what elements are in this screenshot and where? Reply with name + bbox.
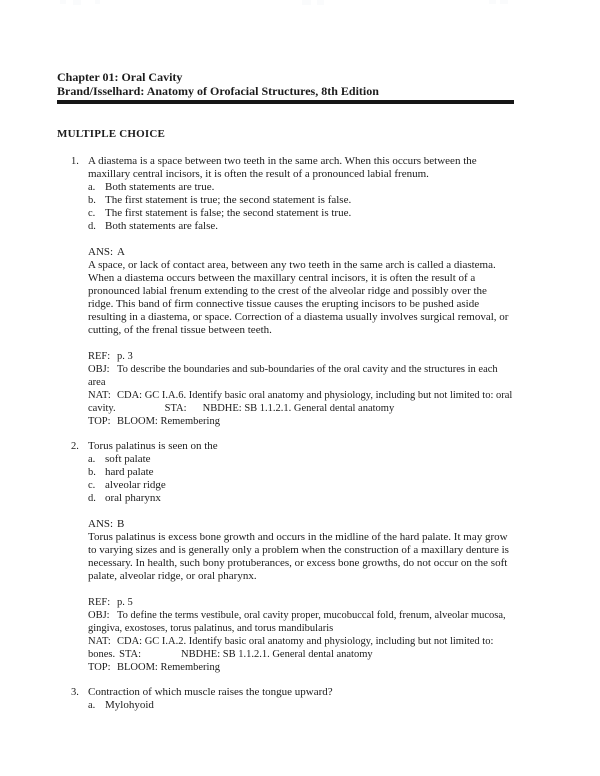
question <box>57 686 514 712</box>
option-text: alveolar ridge <box>105 479 166 491</box>
sta-label: STA: <box>119 649 142 660</box>
nat-label: NAT: <box>88 390 111 401</box>
question <box>57 155 514 428</box>
top-label: TOP: <box>88 416 111 427</box>
question-stem: A diastema is a space between two teeth in the same arch. When this occurs between the maxillary central incisors, it is often the result of a pronounced labial frenum. <box>88 155 477 180</box>
ref-line <box>88 596 514 609</box>
top-value: BLOOM: Remembering <box>117 416 220 427</box>
book-title: Brand/Isselhard: Anatomy of Orofacial Structures, 8th Edition <box>57 83 379 98</box>
answer-label: ANS: <box>88 246 114 258</box>
question-number: 3. <box>71 687 79 698</box>
nat-line <box>88 635 514 661</box>
obj-line <box>88 609 514 635</box>
option-text: The first statement is false; the second statement is true. <box>105 207 352 219</box>
section-title: MULTIPLE CHOICE <box>57 128 166 140</box>
option-text: Both statements are false. <box>105 220 219 232</box>
nat-line <box>88 389 514 415</box>
option-letter: c. <box>88 480 96 491</box>
top-line <box>88 415 514 428</box>
option-list <box>88 453 514 505</box>
option-row <box>88 220 514 233</box>
option-row <box>88 207 514 220</box>
question-body <box>88 155 514 428</box>
page-content <box>57 71 514 724</box>
ref-value: p. 5 <box>117 597 133 608</box>
answer-block <box>88 518 514 583</box>
sta-value: NBDHE: SB 1.1.2.1. General dental anatomy <box>181 649 373 660</box>
ref-label: REF: <box>88 351 111 362</box>
option-row <box>88 466 514 479</box>
option-letter: b. <box>88 467 96 478</box>
option-text: Mylohyoid <box>105 699 154 711</box>
scan-artifact <box>60 0 66 4</box>
scan-artifact <box>317 0 324 5</box>
option-row <box>88 194 514 207</box>
question-stem: Contraction of which muscle raises the tongue upward? <box>88 686 333 698</box>
question-meta <box>88 596 514 674</box>
option-row <box>88 479 514 492</box>
scan-artifact <box>73 0 81 5</box>
question-body <box>88 440 514 674</box>
option-letter: b. <box>88 195 96 206</box>
option-text: Both statements are true. <box>105 181 215 193</box>
top-label: TOP: <box>88 662 111 673</box>
answer-line <box>88 246 514 259</box>
obj-line <box>88 363 514 389</box>
option-text: oral pharynx <box>105 492 161 504</box>
question-meta <box>88 350 514 428</box>
nat-value: CDA: GC I.A.2. Identify basic oral anatomy and physiology, including but not limited to: bones. <box>88 636 494 660</box>
question-list <box>57 155 514 712</box>
option-row <box>88 699 514 712</box>
sta-label: STA: <box>164 403 187 414</box>
option-letter: a. <box>88 454 96 465</box>
question-body <box>88 686 514 712</box>
scan-artifact <box>489 0 496 4</box>
answer-value: A <box>117 246 125 258</box>
option-text: hard palate <box>105 466 154 478</box>
ref-line <box>88 350 514 363</box>
obj-label: OBJ: <box>88 364 110 375</box>
chapter-title: Chapter 01: Oral Cavity <box>57 70 183 84</box>
option-letter: a. <box>88 182 96 193</box>
answer-line <box>88 518 514 531</box>
obj-value: To describe the boundaries and sub-boundaries of the oral cavity and the structures in each area <box>88 364 498 388</box>
question <box>57 440 514 674</box>
answer-rationale: A space, or lack of contact area, between any two teeth in the same arch is called a diastema. When a diastema occurs between the maxillary central incisors, it is often the result of a pronounced labial frenum extending to the crest of the alveolar ridge and possibly over the ridge. This band of firm connective tissue causes the erupting incisors to be pushed aside resulting in a diastema, or space. Correction of a diastema usually involves surgical removal, or cutting, of the frenal tissue between teeth. <box>88 259 509 336</box>
ref-value: p. 3 <box>117 351 133 362</box>
nat-value: CDA: GC I.A.6. Identify basic oral anatomy and physiology, including but not limited to: oral cavity. <box>88 390 513 414</box>
option-row <box>88 181 514 194</box>
document-header <box>57 71 514 104</box>
scan-artifact <box>302 0 311 5</box>
nat-label: NAT: <box>88 636 111 647</box>
scan-artifact <box>500 0 508 4</box>
option-letter: c. <box>88 208 96 219</box>
question-number: 1. <box>71 156 79 167</box>
option-text: soft palate <box>105 453 151 465</box>
option-row <box>88 453 514 466</box>
option-row <box>88 492 514 505</box>
obj-label: OBJ: <box>88 610 110 621</box>
answer-block <box>88 246 514 337</box>
sta-value: NBDHE: SB 1.1.2.1. General dental anatomy <box>202 403 395 414</box>
question-number: 2. <box>71 441 79 452</box>
answer-label: ANS: <box>88 518 114 530</box>
ref-label: REF: <box>88 597 111 608</box>
top-line <box>88 661 514 674</box>
option-list <box>88 181 514 233</box>
scan-artifact <box>95 0 100 4</box>
option-letter: d. <box>88 493 96 504</box>
question-stem: Torus palatinus is seen on the <box>88 440 218 452</box>
option-text: The first statement is true; the second statement is false. <box>105 194 352 206</box>
top-value: BLOOM: Remembering <box>117 662 220 673</box>
answer-rationale: Torus palatinus is excess bone growth and occurs in the midline of the hard palate. It may grow to varying sizes and is generally only a problem when the construction of a maxillary denture is necessary. In health, such bony protuberances, or excess bone growths, do not occur on the soft palate, alveolar ridge, or oral pharynx. <box>88 531 509 582</box>
option-letter: d. <box>88 221 96 232</box>
option-list <box>88 699 514 712</box>
obj-value: To define the terms vestibule, oral cavity proper, mucobuccal fold, frenum, alveolar mucosa, gingiva, exostoses, torus palatinus, and torus mandibularis <box>88 610 506 634</box>
option-letter: a. <box>88 700 96 711</box>
answer-value: B <box>117 518 125 530</box>
